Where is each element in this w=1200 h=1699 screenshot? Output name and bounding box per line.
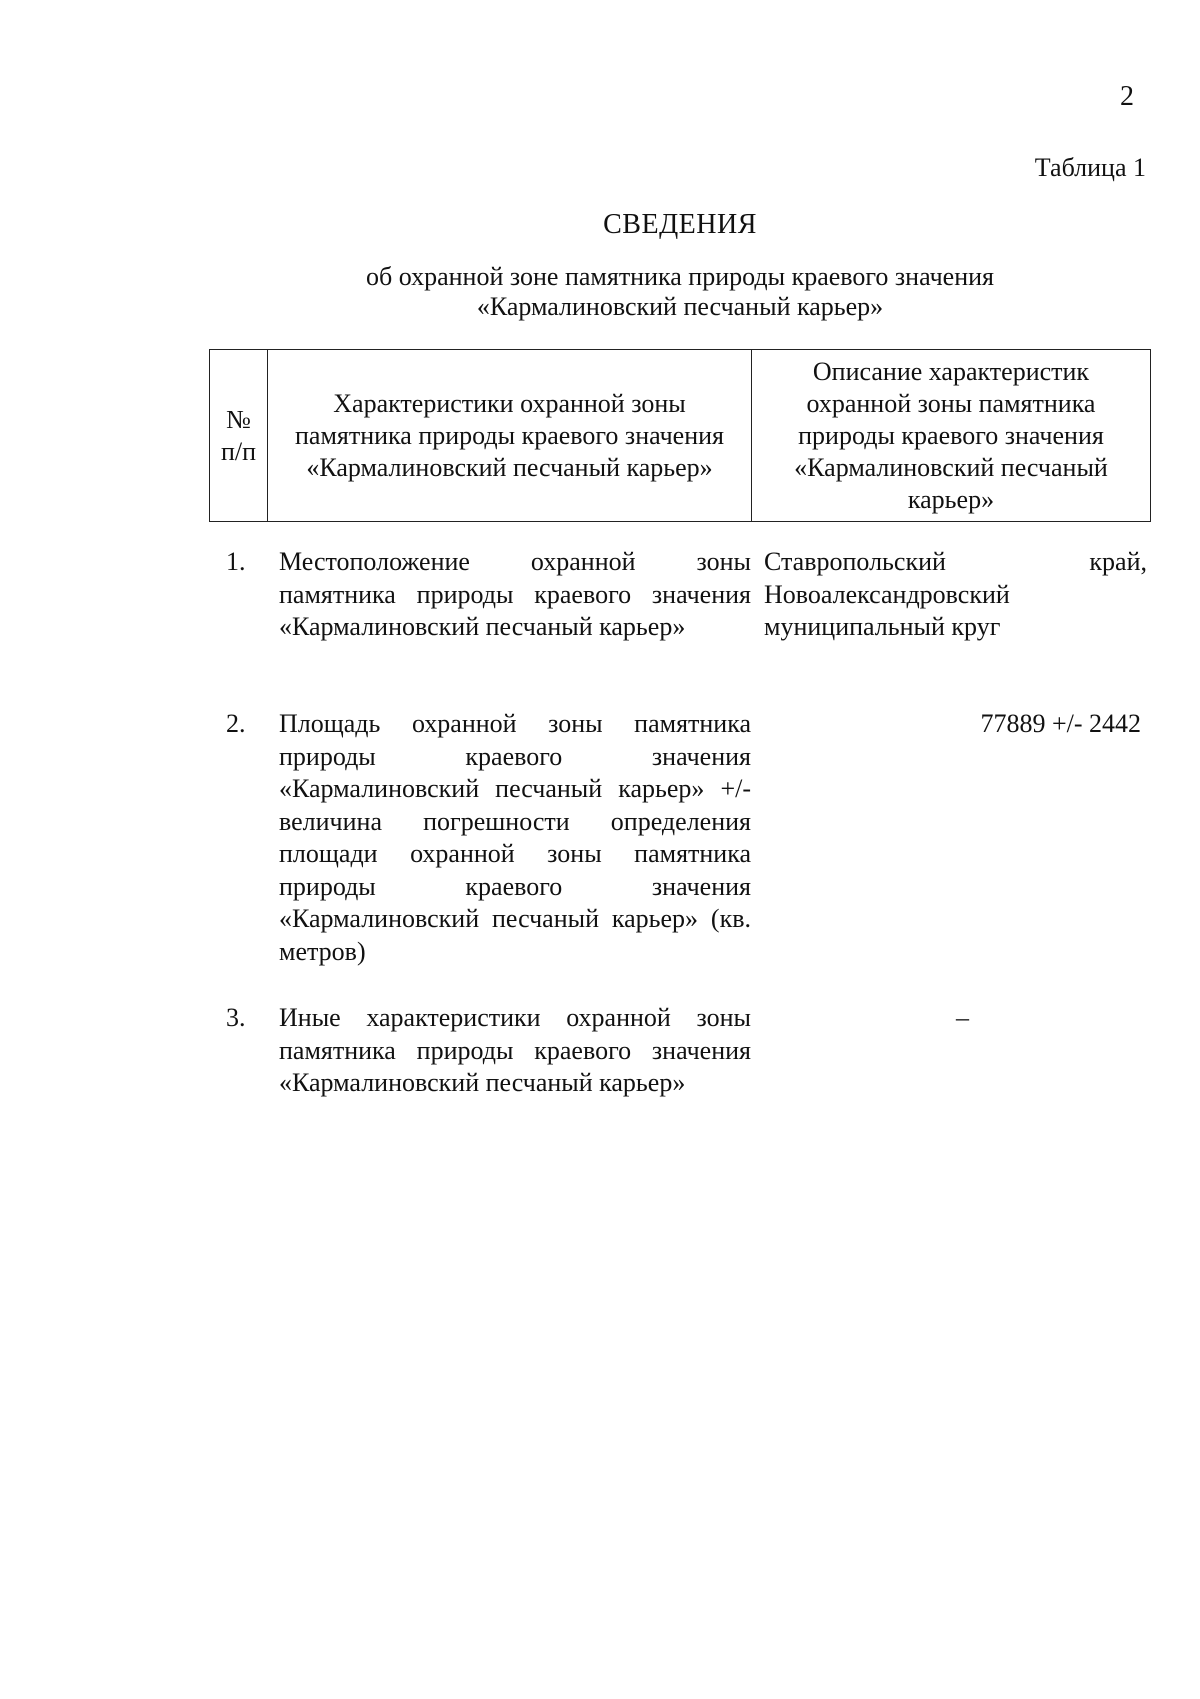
subtitle-line-1: об охранной зоне памятника природы краевого значения (366, 262, 994, 291)
row-number: 3. (226, 1003, 246, 1032)
page-number: 2 (1120, 81, 1134, 112)
row-description: Ставропольский край, Новоалександровский муниципальный круг (764, 547, 1147, 641)
row-characteristic: Площадь охранной зоны памятника природы краевого значения «Кармалиновский песчаный карьер» +/- величина погрешности определения площади охранной зоны памятника природы краевого значения «Кармалиновский песчаный карьер» (кв. метров) (279, 709, 751, 966)
row-characteristic: Местоположение охранной зоны памятника природы краевого значения «Кармалиновский песчаный карьер» (279, 547, 751, 641)
header-number: № п/п (210, 350, 268, 521)
row-description: – (956, 1003, 969, 1032)
row-characteristic: Иные характеристики охранной зоны памятника природы краевого значения «Кармалиновский песчаный карьер» (279, 1003, 751, 1097)
table-label: Таблица 1 (1034, 153, 1146, 182)
row-number: 2. (226, 709, 246, 738)
header-description: Описание характеристик охранной зоны памятника природы краевого значения «Кармалиновский песчаный карьер» (794, 356, 1108, 514)
subtitle-line-2: «Кармалиновский песчаный карьер» (476, 292, 884, 321)
document-subtitle (280, 262, 1080, 322)
row-number: 1. (226, 547, 246, 576)
table-header (209, 349, 1151, 522)
header-characteristics: Характеристики охранной зоны памятника природы краевого значения «Кармалиновский песчаный карьер» (268, 350, 752, 521)
row-description: 77889 +/- 2442 (980, 709, 1141, 738)
document-title: СВЕДЕНИЯ (603, 209, 757, 240)
